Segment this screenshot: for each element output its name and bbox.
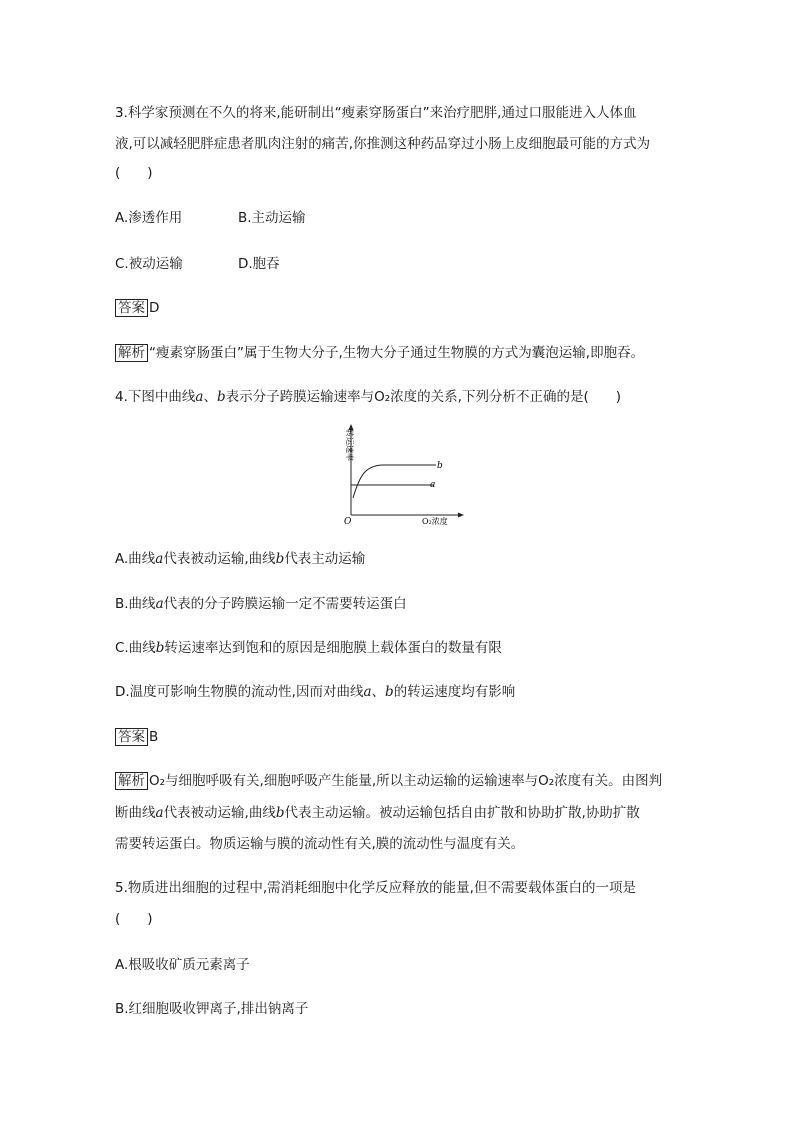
q4-option-c: C.曲线b转运速率达到饱和的原因是细胞膜上载体蛋白的数量有限 bbox=[115, 640, 502, 656]
q5-paren: ( ) bbox=[115, 911, 153, 927]
y-axis-label: 转运速率 bbox=[345, 429, 354, 461]
q3-option-d: D.胞吞 bbox=[238, 256, 280, 272]
q4-option-a: A.曲线a代表被动运输,曲线b代表主动运输 bbox=[115, 551, 366, 567]
x-axis-arrow bbox=[458, 513, 464, 518]
q4-answer bbox=[115, 727, 158, 747]
analysis-text: “瘦素穿肠蛋白”属于生物大分子,生物大分子通过生物膜的方式为囊泡运输,即胞吞。 bbox=[149, 345, 645, 361]
q4-option-d: D.温度可影响生物膜的流动性,因而对曲线a、b的转运速度均有影响 bbox=[115, 684, 516, 700]
q3-option-b: B.主动运输 bbox=[238, 210, 306, 226]
q4-analysis-line1: 解析 O₂与细胞呼吸有关,细胞呼吸产生能量,所以主动运输的运输速率与O₂浓度有关。由图判 bbox=[115, 771, 662, 791]
analysis-tag: 解析 bbox=[115, 344, 148, 362]
curve-b bbox=[353, 465, 436, 498]
answer-value: B bbox=[149, 729, 159, 745]
answer-value: D bbox=[149, 300, 160, 316]
q3-analysis bbox=[115, 343, 644, 363]
q3-paren: ( ) bbox=[115, 165, 153, 181]
q4-option-b: B.曲线a代表的分子跨膜运输一定不需要转运蛋白 bbox=[115, 596, 407, 612]
transport-rate-graph bbox=[338, 424, 466, 532]
q3-answer bbox=[115, 298, 159, 318]
q3-option-a: A.渗透作用 bbox=[115, 210, 183, 226]
q3-stem-line1: 3.科学家预测在不久的将来,能研制出“瘦素穿肠蛋白”来治疗肥胖,通过口服能进入人体血 bbox=[115, 105, 637, 121]
q4-analysis-line2: 断曲线a代表被动运输,曲线b代表主动运输。被动运输包括自由扩散和协助扩散,协助扩散 bbox=[115, 805, 640, 821]
analysis-tag: 解析 bbox=[115, 772, 148, 790]
origin-label: O bbox=[344, 517, 352, 527]
q5-stem: 5.物质进出细胞的过程中,需消耗细胞中化学反应释放的能量,但不需要载体蛋白的一项是 bbox=[115, 880, 636, 896]
q4-analysis-line3: 需要转运蛋白。物质运输与膜的流动性有关,膜的流动性与温度有关。 bbox=[115, 836, 525, 852]
answer-tag: 答案 bbox=[115, 299, 148, 317]
curve-a-label: a bbox=[430, 480, 436, 490]
q5-option-a: A.根吸收矿质元素离子 bbox=[115, 957, 250, 973]
q3-option-c: C.被动运输 bbox=[115, 256, 183, 272]
curve-b-label: b bbox=[437, 461, 443, 471]
answer-tag: 答案 bbox=[115, 728, 148, 746]
q3-stem-line2: 液,可以减轻肥胖症患者肌肉注射的痛苦,你推测这种药品穿过小肠上皮细胞最可能的方式为 bbox=[115, 136, 651, 152]
q5-option-b: B.红细胞吸收钾离子,排出钠离子 bbox=[115, 1001, 309, 1017]
x-axis-label: O₂浓度 bbox=[422, 517, 448, 526]
q4-stem: 4.下图中曲线a、b表示分子跨膜运输速率与O₂浓度的关系,下列分析不正确的是( ) bbox=[115, 389, 621, 405]
graph-svg bbox=[338, 424, 466, 532]
